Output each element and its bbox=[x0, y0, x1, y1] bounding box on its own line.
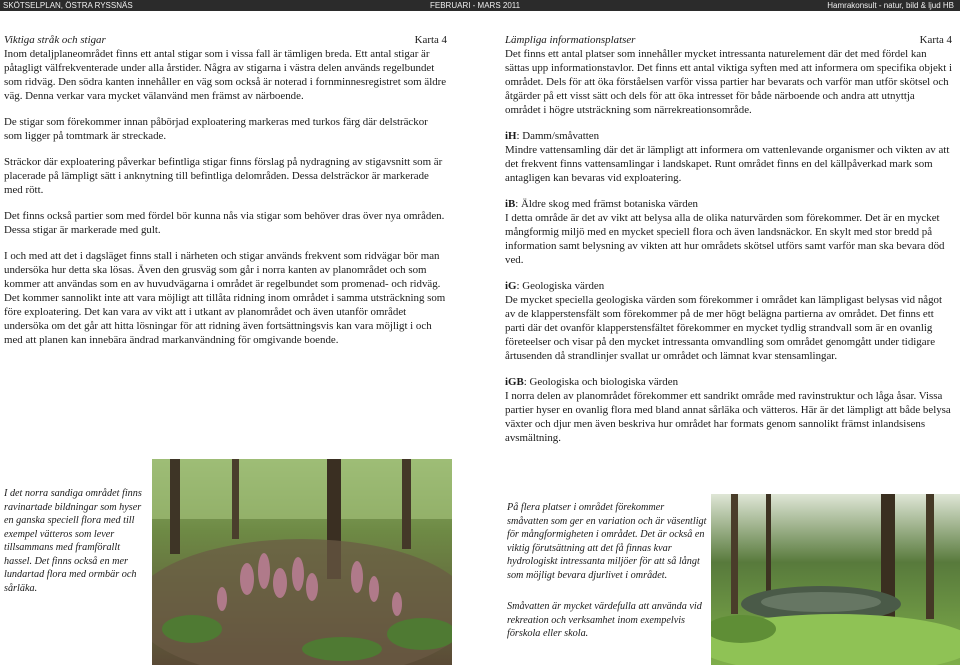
info-item-code: iGB bbox=[505, 376, 524, 388]
info-item-ib bbox=[505, 197, 952, 267]
pond-photo-caption-2: Småvatten är mycket värdefulla att använda vid rekreation och verksamhet inom exempelvis förskola eller skola. bbox=[507, 601, 702, 639]
info-item-igb bbox=[505, 375, 952, 445]
info-item-text: I norra delen av planområdet förekommer ett sandrikt område med ravinstruktur och låga åsar. Vissa partier hyser en ovanlig flora med bland annat sårläka och vätteros. Här är det lämpligt att både belysa växter och djur men även beskriva hur området har formats genom sannolikt främst inlandsisens avsmältning. bbox=[505, 390, 951, 444]
info-item-heading: : Damm/småvatten bbox=[516, 130, 600, 142]
left-paragraph: Det finns också partier som med fördel bör kunna nås via stigar som behöver dras över nya områden. Dessa stigar är markerade med gult. bbox=[4, 210, 445, 236]
right-section-title: Lämpliga informationsplatser bbox=[505, 34, 636, 46]
forest-floor-photo bbox=[152, 459, 452, 665]
right-section-map-ref: Karta 4 bbox=[919, 34, 952, 46]
header-document-title: SKÖTSELPLAN, ÖSTRA RYSSNÄS bbox=[3, 1, 133, 10]
left-paragraph: Inom detaljplaneområdet finns ett antal stigar som i vissa fall är tämligen breda. Ett antal stigar är påtagligt välfrekventerade under alla årstider. Några av stigarna i västra delen används regelbundet som ridväg. Den södra kanten innehåller en väg som också är noterad i fornminnesregistret som äldre väg. Denna verkar vara mycket välanvänd men främst av närboende. bbox=[4, 48, 447, 102]
right-text-column bbox=[505, 33, 952, 445]
left-paragraph: De stigar som förekommer innan påbörjad exploatering markeras med turkos färg där delsträckor som ligger på tomtmark är streckade. bbox=[4, 116, 428, 142]
info-item-ih bbox=[505, 129, 952, 185]
page-header bbox=[0, 0, 960, 11]
right-intro-paragraph: Det finns ett antal platser som innehåller mycket intressanta naturelement där det med fördel kan sättas upp informationstavlor. Det finns ett antal viktiga syften med att informera om specifika objekt i området. Dels för att öka förståelsen varför vissa partier har bevarats och varför man utför skötsel och åtgärder på ett visst sätt och dels för att öka intresset för både närboende och andra att utnyttja området i högre utsträckning som närrekreationsområde. bbox=[505, 48, 953, 116]
info-item-text: De mycket speciella geologiska värden som förekommer i området kan lämpligast belysas vid något av de klapperstensfält som förekommer på de mer högt belägna partierna av området. Det finns ett parti där det ovanför klapperstensfältet förekommer en mycket tydlig strandvall som är en ovanlig företeelser och visar på den mycket intressanta omvandling som området genomgått under tidigare årtusenden då strandlinjer svallat ur området och lämnat kvar stensamlingar. bbox=[505, 294, 943, 362]
info-item-text: Mindre vattensamling där det är lämpligt att informera om vattenlevande organismer och vikten av att det frekvent finns vattensamlingar i landskapet. Runt området finns en del källpåverkad mark som antagligen kan bevaras vid exploatering. bbox=[505, 144, 950, 184]
info-item-heading: : Äldre skog med främst botaniska värden bbox=[515, 198, 698, 210]
left-section-heading bbox=[4, 33, 447, 47]
left-section-title: Viktiga stråk och stigar bbox=[4, 34, 106, 46]
info-item-code: iH bbox=[505, 130, 517, 142]
left-text-column bbox=[4, 33, 447, 359]
header-date: FEBRUARI - MARS 2011 bbox=[430, 1, 521, 10]
pond-photo-caption-1: På flera platser i området förekommer småvatten som ger en variation och är väsentligt för mångformigheten i området. Det är också en viktig förutsättning att det få finnas kvar hydrologiskt intressanta miljöer för att så långt som möjligt bevara djurlivet i området. bbox=[507, 502, 707, 581]
forest-pond-photo bbox=[711, 494, 960, 665]
left-photo-caption: I det norra sandiga området finns ravinartade bildningar som hyser en ganska speciell flora med till exempel vätteros som lever tillsammans med framförallt hassel. Det finns också en mer lundartad flora med ormbär och sårläka. bbox=[4, 488, 142, 594]
info-item-code: iB bbox=[505, 198, 516, 210]
left-paragraph: I och med att det i dagsläget finns stall i närheten och stigar används frekvent som ridvägar bör man undersöka hur detta ska lösas. Även den grusväg som går i norra kanten av planområdet och som kommer att användas som en av huvudvägarna i området är regelbundet som promenad- och ridväg. Det kommer sannolikt inte att vara möjligt att tillåta ridning inom området i samma utsträckning som före exploatering. Det kan vara av vikt att i utkant av planområdet och även utanför området undersöka om det går att hitta lösningar för att ridning även fortsättningsvis kan vara möjligt i och med att planen kan innebära ändrad markanvändning för omgivande boende. bbox=[4, 250, 446, 346]
left-paragraph: Sträckor där exploatering påverkar befintliga stigar finns förslag på nydragning av stigavsnitt som är placerade på lämpligt sätt i anknytning till befintliga delområden. Dessa delsträckor är markerade med rött. bbox=[4, 156, 443, 196]
info-item-heading: : Geologiska värden bbox=[516, 280, 605, 292]
info-item-heading: : Geologiska och biologiska värden bbox=[523, 376, 679, 388]
info-item-code: iG bbox=[505, 280, 517, 292]
forest-floor-image bbox=[152, 459, 452, 665]
forest-pond-image bbox=[711, 494, 960, 665]
info-item-text: I detta område är det av vikt att belysa alla de olika naturvärden som förekommer. Det är en mycket mångformig miljö med en mycket speciell flora och även landsnäckor. En skylt med stor bredd på information samt belysning av vikten att hur områdets skötsel utförs samt varför man ska bevara död ved. bbox=[505, 212, 945, 266]
left-section-map-ref: Karta 4 bbox=[414, 34, 447, 46]
info-item-ig bbox=[505, 279, 952, 363]
right-section-heading bbox=[505, 33, 952, 47]
header-company: Hamrakonsult - natur, bild & ljud HB bbox=[827, 1, 954, 10]
